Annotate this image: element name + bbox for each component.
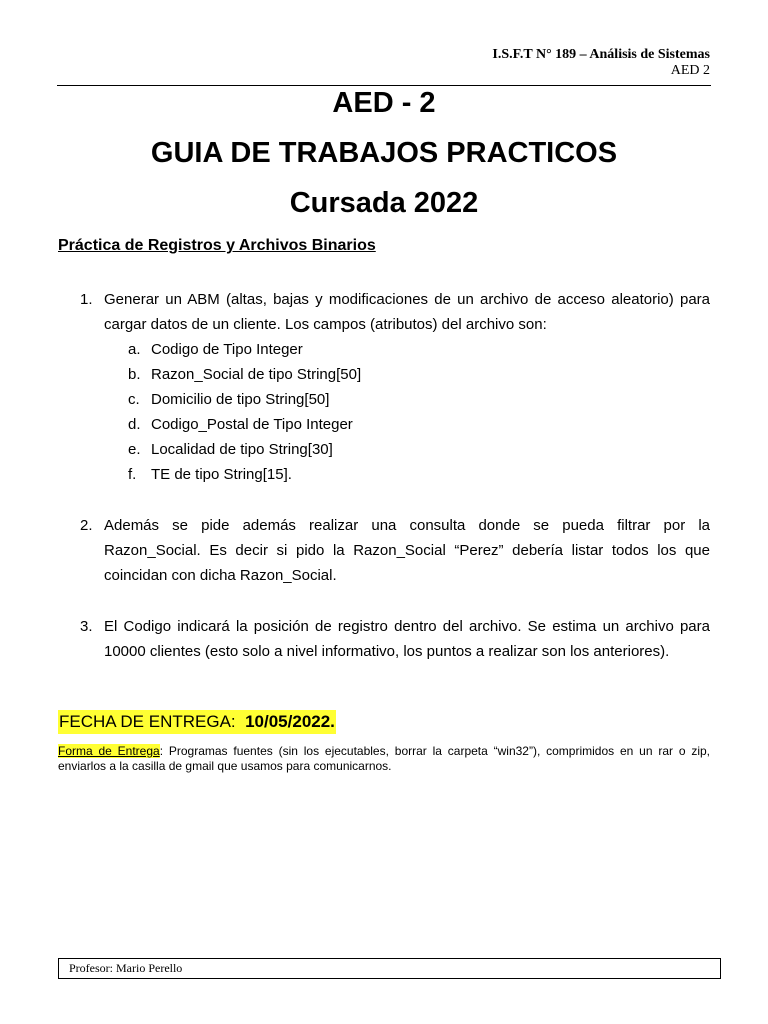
- sub-item-text: Domicilio de tipo String[50]: [151, 391, 330, 408]
- sub-item-text: Localidad de tipo String[30]: [151, 441, 333, 458]
- delivery-label: Forma de Entrega: [58, 744, 160, 758]
- sub-item-text: Razon_Social de tipo String[50]: [151, 366, 362, 383]
- due-date: [58, 710, 336, 734]
- header-course: AED 2: [670, 63, 710, 78]
- item-2-line-2: Razon_Social. Es decir si pido la Razon_Social “Perez” debería listar todos los que: [104, 542, 710, 559]
- item-number: 3.: [80, 618, 93, 635]
- item-1-line-1: Generar un ABM (altas, bajas y modificaciones de un archivo de acceso aleatorio) para: [104, 291, 710, 308]
- item-2-line-1: Además se pide además realizar una consulta donde se pueda filtrar por la: [104, 517, 710, 534]
- item-number: 1.: [80, 291, 93, 308]
- sub-item-letter: c.: [128, 391, 140, 408]
- item-1-line-2: cargar datos de un cliente. Los campos (atributos) del archivo son:: [104, 316, 547, 333]
- footer-professor: Profesor: Mario Perello: [69, 961, 183, 975]
- item-3-line-2: 10000 clientes (esto solo a nivel informativo, los puntos a realizar son los anteriores).: [104, 643, 670, 660]
- sub-item-text: TE de tipo String[15].: [151, 466, 292, 483]
- item-3-line-1: El Codigo indicará la posición de registro dentro del archivo. Se estima un archivo para: [104, 618, 710, 635]
- footer-professor-box: [58, 958, 721, 979]
- sub-item-text: Codigo de Tipo Integer: [151, 341, 303, 358]
- section-heading: Práctica de Registros y Archivos Binarios: [58, 237, 376, 254]
- due-date-label: FECHA DE ENTREGA:: [59, 712, 236, 731]
- document-title: AED - 2: [332, 87, 436, 119]
- sub-item-letter: f.: [128, 466, 137, 483]
- sub-item-letter: e.: [128, 441, 141, 458]
- sub-item-text: Codigo_Postal de Tipo Integer: [151, 416, 353, 433]
- header-institution: I.S.F.T N° 189 – Análisis de Sistemas: [492, 47, 710, 62]
- sub-item-letter: b.: [128, 366, 141, 383]
- delivery-instructions: [58, 744, 710, 774]
- document-subtitle: GUIA DE TRABAJOS PRACTICOS: [150, 137, 618, 169]
- sub-item-letter: a.: [128, 341, 141, 358]
- sub-item-letter: d.: [128, 416, 141, 433]
- delivery-text: : Programas fuentes (sin los ejecutables, borrar la carpeta “win32”), comprimidos en un rar o zip, enviarlos a la casilla de gmail que usamos para comunicarnos.: [58, 744, 710, 773]
- item-2-line-3: coincidan con dicha Razon_Social.: [104, 567, 337, 584]
- due-date-value: 10/05/2022.: [245, 712, 335, 731]
- document-year: Cursada 2022: [289, 187, 479, 219]
- item-number: 2.: [80, 517, 93, 534]
